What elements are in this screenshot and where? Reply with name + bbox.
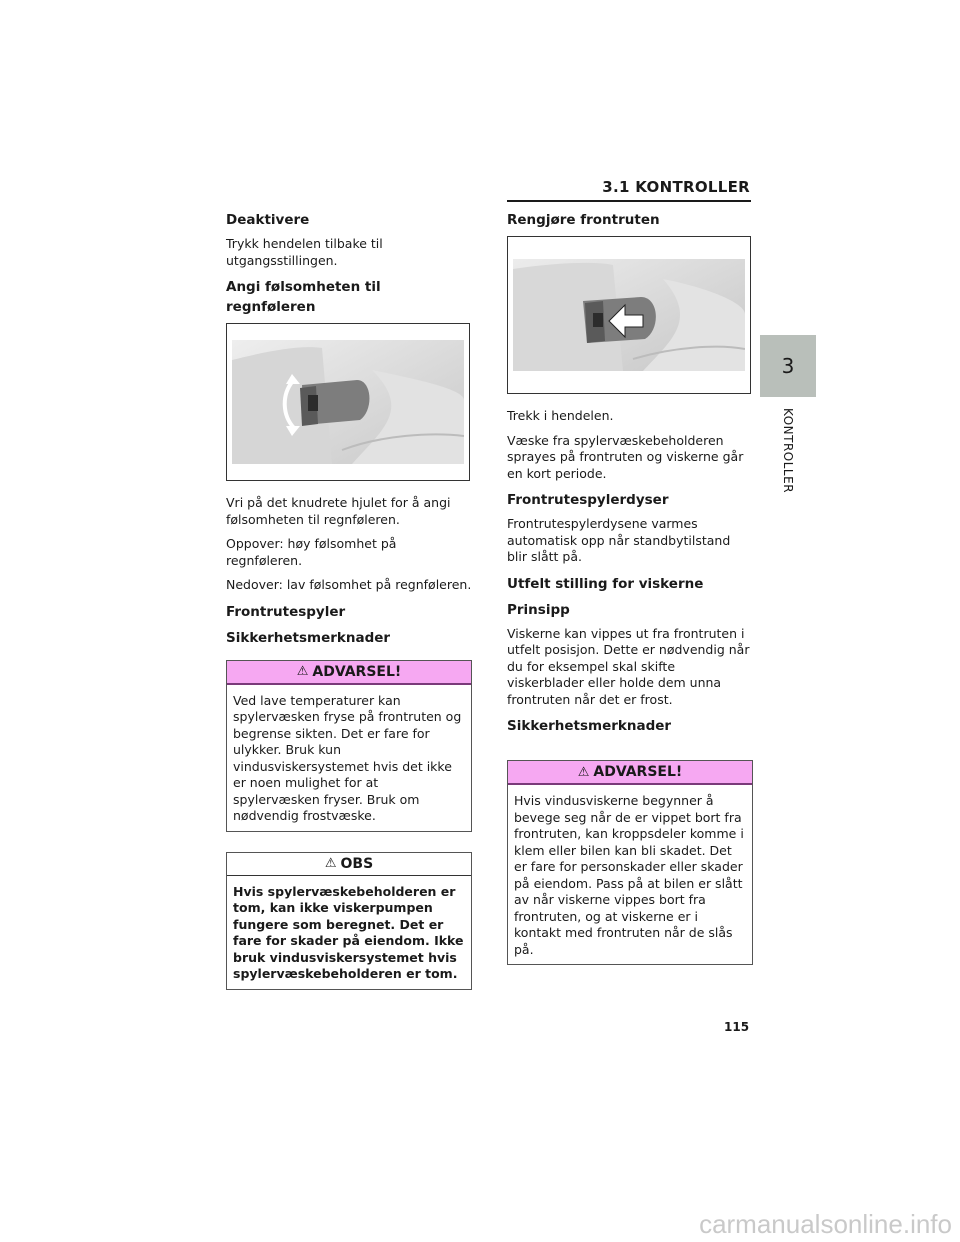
sensitivity-text-1: Vri på det knudrete hjulet for å angi følsomheten til regnføleren. [226, 495, 451, 527]
heading-sensitivity: Angi følsomheten til regnføleren [226, 279, 381, 315]
heading-folded: Utfelt stilling for viskerne [507, 575, 704, 592]
warning-text: Ved lave temperaturer kan spylervæsken fryse på frontruten og begrense sikten. Det er fare for ulykker. Bruk kun vindusviskersystemet hvis det ikke er noen mulighet for at spylervæsken fryser. Bruk om nødvendig frostvæske. [233, 692, 462, 823]
note-icon: ⚠ [324, 856, 337, 871]
figure-rain-sensor-wheel [226, 323, 470, 481]
header-rule [507, 200, 751, 202]
section-title: 3.1 KONTROLLER [602, 178, 750, 196]
note-header [227, 853, 471, 876]
rain-sensor-illustration [232, 340, 464, 464]
heading-clean: Rengjøre frontruten [507, 212, 660, 228]
heading-principle: Prinsipp [507, 601, 570, 618]
chapter-tab[interactable] [760, 335, 816, 397]
note-box-empty-reservoir [226, 852, 472, 990]
heading-deactivate: Deaktivere [226, 212, 310, 228]
warning-box-frost [226, 660, 472, 832]
warning-title: ADVARSEL! [593, 764, 683, 780]
warning-title: ADVARSEL! [312, 663, 402, 680]
right-column [507, 206, 753, 985]
sensitivity-text-3: Nedover: lav følsomhet på regnføleren. [226, 577, 472, 592]
warning-header [508, 761, 752, 785]
warning-box-wipers [507, 760, 753, 965]
deactivate-text: Trykk hendelen tilbake til utgangsstillingen. [226, 236, 383, 268]
heading-washer: Frontrutespyler [226, 603, 346, 620]
warning-text: Hvis vindusviskerne begynner å bevege seg når de er vippet bort fra frontruten, kan kroppsdeler komme i klem eller bilen kan bli skadet. Det er fare for personskader eller skader på eiendom. Pass på at bilen er slått av når viskerne vippes bort fra frontruten, og at viskerne er i kontakt med frontruten når de slås på. [514, 793, 744, 957]
clean-text-2: Væske fra spylervæskebeholderen sprayes på frontruten og viskerne går en kort periode. [507, 432, 744, 481]
left-column [226, 206, 472, 1010]
heading-nozzles: Frontrutespylerdyser [507, 492, 669, 508]
watermark: carmanualsonline.info [699, 1209, 952, 1239]
nozzles-text: Frontrutespylerdysene varmes automatisk opp når standbytilstand blir slått på. [507, 516, 731, 564]
warning-header [227, 661, 471, 685]
pull-lever-illustration [513, 259, 745, 371]
note-title: OBS [340, 855, 374, 872]
clean-text-1: Trekk i hendelen. [507, 408, 614, 423]
chapter-number: 3 [781, 354, 795, 378]
warning-icon: ⚠ [296, 664, 309, 679]
sensitivity-text-2: Oppover: høy følsomhet på regnføleren. [226, 536, 397, 568]
heading-safety-right: Sikkerhetsmerknader [507, 718, 672, 734]
warning-icon: ⚠ [577, 764, 590, 780]
page-number: 115 [724, 1020, 750, 1034]
heading-safety-left: Sikkerhetsmerknader [226, 629, 391, 646]
note-text: Hvis spylervæskebeholderen er tom, kan ikke viskerpumpen fungere som beregnet. Det er fare for skader på eiendom. Ikke bruk vindusviskersystemet hvis spylervæskebeholderen er tom. [233, 883, 464, 981]
figure-pull-lever [507, 236, 751, 394]
folded-text: Viskerne kan vippes ut fra frontruten i utfelt posisjon. Dette er nødvendig når du for eksempel skal skifte viskerblader eller holde dem unna frontruten når det er frost. [507, 625, 750, 707]
chapter-label: KONTROLLER [781, 408, 795, 494]
